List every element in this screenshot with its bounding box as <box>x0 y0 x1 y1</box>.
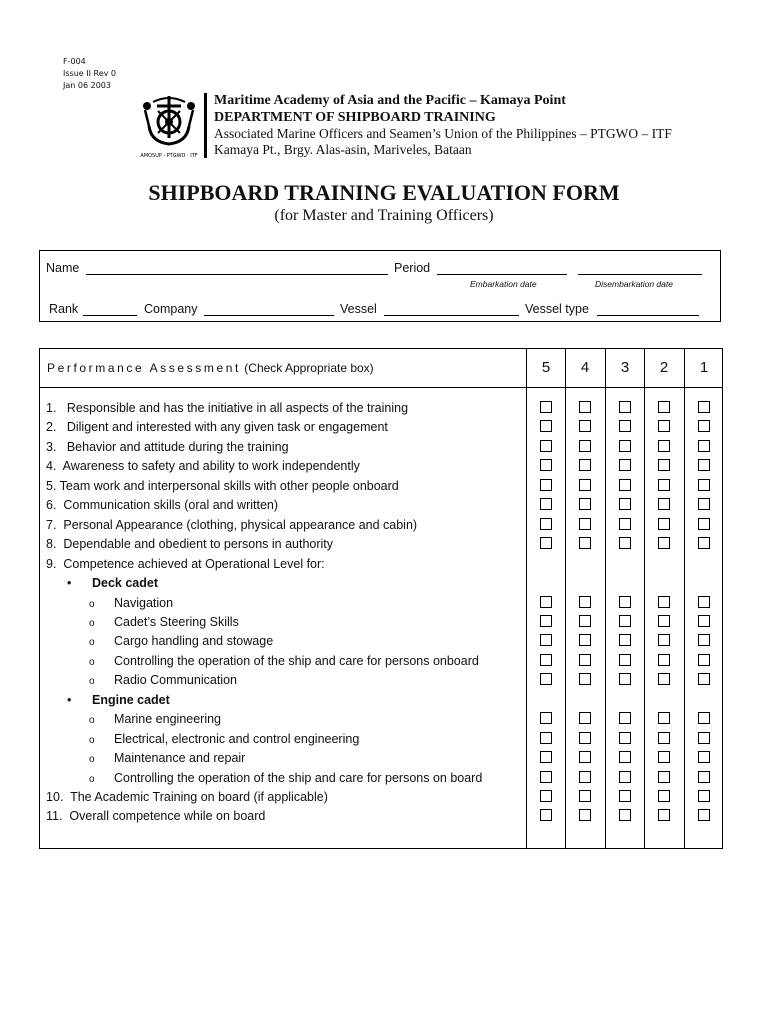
rating-checkbox-3[interactable] <box>619 459 631 471</box>
rating-column-header: 4 <box>580 359 590 376</box>
rating-checkbox-1[interactable] <box>698 537 710 549</box>
rating-column-divider <box>605 349 606 848</box>
rating-column-divider <box>565 349 566 848</box>
sub-criterion-label: Maintenance and repair <box>114 751 246 766</box>
rating-checkbox-4[interactable] <box>579 654 591 666</box>
sub-criterion: o Radio Communication <box>89 673 237 688</box>
rating-checkbox-4[interactable] <box>579 518 591 530</box>
rating-checkbox-5[interactable] <box>540 809 552 821</box>
rating-checkbox-1[interactable] <box>698 401 710 413</box>
form-subtitle: (for Master and Training Officers) <box>274 207 494 224</box>
rating-checkbox-2[interactable] <box>658 401 670 413</box>
criterion: 4. Awareness to safety and ability to work independently <box>46 459 360 474</box>
rating-checkbox-2[interactable] <box>658 596 670 608</box>
sub-criterion-label: Radio Communication <box>114 673 237 688</box>
rating-checkbox-1[interactable] <box>698 673 710 685</box>
header-divider <box>204 93 207 158</box>
rating-checkbox-3[interactable] <box>619 771 631 783</box>
rating-checkbox-3[interactable] <box>619 809 631 821</box>
trainee-info-box <box>39 250 721 322</box>
header-separator <box>40 387 722 388</box>
sub-criterion-label: Marine engineering <box>114 712 222 727</box>
sub-criterion: o Marine engineering <box>89 712 222 727</box>
rating-checkbox-4[interactable] <box>579 809 591 821</box>
rating-column-header: 1 <box>699 359 709 376</box>
rating-checkbox-5[interactable] <box>540 440 552 452</box>
form-code: F-004 <box>63 57 86 66</box>
embarkation-date-field[interactable] <box>437 274 567 275</box>
period-label: Period <box>394 261 431 275</box>
rank-field[interactable] <box>83 315 137 316</box>
category-heading: • Engine cadet <box>67 692 170 707</box>
rating-checkbox-1[interactable] <box>698 732 710 744</box>
criterion: 7. Personal Appearance (clothing, physical appearance and cabin) <box>46 517 418 532</box>
rating-checkbox-5[interactable] <box>540 401 552 413</box>
rating-checkbox-5[interactable] <box>540 459 552 471</box>
rating-checkbox-4[interactable] <box>579 712 591 724</box>
criterion: 3. Behavior and attitude during the training <box>46 439 289 454</box>
rating-checkbox-3[interactable] <box>619 420 631 432</box>
rating-checkbox-1[interactable] <box>698 420 710 432</box>
rating-column-header: 5 <box>541 359 551 376</box>
rating-checkbox-4[interactable] <box>579 634 591 646</box>
sub-criterion-label: Cargo handling and stowage <box>114 634 274 649</box>
rating-checkbox-4[interactable] <box>579 498 591 510</box>
rating-checkbox-2[interactable] <box>658 498 670 510</box>
organization-block <box>214 93 672 158</box>
rating-checkbox-3[interactable] <box>619 596 631 608</box>
embarkation-date-label: Embarkation date <box>470 279 537 289</box>
rating-checkbox-1[interactable] <box>698 518 710 530</box>
rating-checkbox-1[interactable] <box>698 751 710 763</box>
disembarkation-date-label: Disembarkation date <box>595 279 673 289</box>
rating-checkbox-4[interactable] <box>579 420 591 432</box>
rating-checkbox-4[interactable] <box>579 673 591 685</box>
vessel-label: Vessel <box>340 302 377 316</box>
criterion: 9. Competence achieved at Operational Level for: <box>46 556 325 571</box>
name-label: Name <box>46 261 80 275</box>
rating-checkbox-3[interactable] <box>619 673 631 685</box>
rating-checkbox-5[interactable] <box>540 537 552 549</box>
rank-label: Rank <box>49 302 79 316</box>
sub-criterion-label: Cadet’s Steering Skills <box>114 614 239 629</box>
rating-checkbox-3[interactable] <box>619 518 631 530</box>
rating-checkbox-5[interactable] <box>540 712 552 724</box>
sub-criterion: o Controlling the operation of the ship and care for persons on board <box>89 770 483 785</box>
rating-checkbox-4[interactable] <box>579 459 591 471</box>
rating-checkbox-3[interactable] <box>619 732 631 744</box>
rating-checkbox-5[interactable] <box>540 518 552 530</box>
rating-checkbox-5[interactable] <box>540 498 552 510</box>
vessel-type-label: Vessel type <box>525 302 589 316</box>
sub-criterion: o Cargo handling and stowage <box>89 634 274 649</box>
sub-criterion: o Controlling the operation of the ship and care for persons onboard <box>89 653 479 668</box>
rating-checkbox-5[interactable] <box>540 479 552 491</box>
rating-checkbox-4[interactable] <box>579 537 591 549</box>
rating-checkbox-2[interactable] <box>658 420 670 432</box>
rating-checkbox-3[interactable] <box>619 615 631 627</box>
rating-checkbox-2[interactable] <box>658 712 670 724</box>
rating-checkbox-3[interactable] <box>619 498 631 510</box>
rating-checkbox-2[interactable] <box>658 615 670 627</box>
vessel-field[interactable] <box>384 315 519 316</box>
rating-checkbox-2[interactable] <box>658 440 670 452</box>
rating-checkbox-5[interactable] <box>540 654 552 666</box>
assessment-header-label: Performance Assessment <box>47 361 241 375</box>
sub-criterion: o Cadet’s Steering Skills <box>89 614 239 629</box>
union-name: Associated Marine Officers and Seamen’s Union of the Philippines – PTGWO – ITF <box>214 126 672 141</box>
rating-checkbox-4[interactable] <box>579 771 591 783</box>
criterion: 1. Responsible and has the initiative in all aspects of the training <box>46 401 409 415</box>
criterion: 8. Dependable and obedient to persons in authority <box>46 537 334 552</box>
address: Kamaya Pt., Brgy. Alas-asin, Mariveles, Bataan <box>214 142 472 157</box>
amosup-seal-logo <box>139 92 199 160</box>
rating-checkbox-2[interactable] <box>658 673 670 685</box>
rating-checkbox-2[interactable] <box>658 751 670 763</box>
rating-checkbox-1[interactable] <box>698 654 710 666</box>
rating-column-header: 3 <box>620 359 630 376</box>
issue-revision: Issue II Rev 0 <box>63 69 116 78</box>
name-field[interactable] <box>86 274 388 275</box>
company-label: Company <box>144 302 198 316</box>
rating-checkbox-2[interactable] <box>658 537 670 549</box>
category-heading-label: Deck cadet <box>92 576 159 591</box>
rating-checkbox-2[interactable] <box>658 654 670 666</box>
rating-checkbox-1[interactable] <box>698 596 710 608</box>
rating-checkbox-4[interactable] <box>579 732 591 744</box>
rating-checkbox-2[interactable] <box>658 732 670 744</box>
rating-column-header: 2 <box>659 359 669 376</box>
assessment-header-hint: (Check Appropriate box) <box>244 361 374 375</box>
rating-checkbox-1[interactable] <box>698 771 710 783</box>
rating-checkbox-2[interactable] <box>658 771 670 783</box>
rating-checkbox-2[interactable] <box>658 790 670 802</box>
rating-checkbox-4[interactable] <box>579 479 591 491</box>
category-heading-label: Engine cadet <box>92 692 170 707</box>
rating-checkbox-3[interactable] <box>619 479 631 491</box>
criterion: 5. Team work and interpersonal skills with other people onboard <box>46 478 399 493</box>
form-title: SHIPBOARD TRAINING EVALUATION FORM <box>148 180 620 205</box>
rating-checkbox-2[interactable] <box>658 459 670 471</box>
rating-checkbox-5[interactable] <box>540 596 552 608</box>
rating-checkbox-1[interactable] <box>698 809 710 821</box>
rating-checkbox-4[interactable] <box>579 440 591 452</box>
rating-checkbox-5[interactable] <box>540 420 552 432</box>
rating-checkbox-5[interactable] <box>540 732 552 744</box>
logo-caption: AMOSUP · PTGWO · ITF <box>140 153 198 159</box>
sub-criterion: o Maintenance and repair <box>89 751 246 766</box>
rating-checkbox-4[interactable] <box>579 751 591 763</box>
academy-name: Maritime Academy of Asia and the Pacific – Kamaya Point <box>214 93 566 108</box>
rating-column-divider <box>644 349 645 848</box>
rating-checkbox-1[interactable] <box>698 479 710 491</box>
rating-checkbox-2[interactable] <box>658 518 670 530</box>
rating-column-divider <box>684 349 685 848</box>
sub-criterion-label: Navigation <box>114 595 174 610</box>
rating-column-divider <box>526 349 527 848</box>
rating-checkbox-1[interactable] <box>698 790 710 802</box>
rating-checkbox-3[interactable] <box>619 654 631 666</box>
department-name: DEPARTMENT OF SHIPBOARD TRAINING <box>214 110 496 125</box>
rating-checkbox-1[interactable] <box>698 615 710 627</box>
rating-checkbox-5[interactable] <box>540 790 552 802</box>
criterion: 11. Overall competence while on board <box>46 809 266 824</box>
rating-checkbox-4[interactable] <box>579 596 591 608</box>
rating-checkbox-3[interactable] <box>619 751 631 763</box>
category-heading: • Deck cadet <box>67 576 159 591</box>
rating-checkbox-3[interactable] <box>619 790 631 802</box>
sub-criterion-label: Controlling the operation of the ship and care for persons on board <box>114 770 483 785</box>
rating-checkbox-1[interactable] <box>698 712 710 724</box>
rating-checkbox-3[interactable] <box>619 634 631 646</box>
rating-checkbox-4[interactable] <box>579 615 591 627</box>
criterion: 6. Communication skills (oral and written) <box>46 498 279 513</box>
issue-date: Jan 06 2003 <box>63 81 111 90</box>
assessment-header <box>47 361 374 375</box>
rating-checkbox-3[interactable] <box>619 401 631 413</box>
rating-checkbox-1[interactable] <box>698 498 710 510</box>
rating-checkbox-3[interactable] <box>619 440 631 452</box>
sub-criterion: o Navigation <box>89 595 174 610</box>
rating-checkbox-4[interactable] <box>579 790 591 802</box>
rating-checkbox-3[interactable] <box>619 537 631 549</box>
vessel-type-field[interactable] <box>597 315 699 316</box>
criterion: 2. Diligent and interested with any given task or engagement <box>46 420 388 435</box>
rating-checkbox-1[interactable] <box>698 459 710 471</box>
rating-checkbox-1[interactable] <box>698 634 710 646</box>
rating-checkbox-5[interactable] <box>540 771 552 783</box>
rating-checkbox-3[interactable] <box>619 712 631 724</box>
disembarkation-date-field[interactable] <box>578 274 702 275</box>
sub-criterion-label: Controlling the operation of the ship and care for persons onboard <box>114 653 479 668</box>
rating-checkbox-4[interactable] <box>579 401 591 413</box>
rating-checkbox-2[interactable] <box>658 479 670 491</box>
rating-checkbox-5[interactable] <box>540 634 552 646</box>
rating-checkbox-5[interactable] <box>540 751 552 763</box>
rating-checkbox-5[interactable] <box>540 615 552 627</box>
performance-assessment-table <box>39 348 723 849</box>
sub-criterion: o Electrical, electronic and control engineering <box>89 731 360 746</box>
rating-checkbox-1[interactable] <box>698 440 710 452</box>
rating-checkbox-2[interactable] <box>658 809 670 821</box>
sub-criterion-label: Electrical, electronic and control engineering <box>114 731 360 746</box>
document-reference <box>63 56 116 92</box>
company-field[interactable] <box>204 315 334 316</box>
criterion: 10. The Academic Training on board (if applicable) <box>46 790 328 804</box>
rating-checkbox-2[interactable] <box>658 634 670 646</box>
rating-checkbox-5[interactable] <box>540 673 552 685</box>
